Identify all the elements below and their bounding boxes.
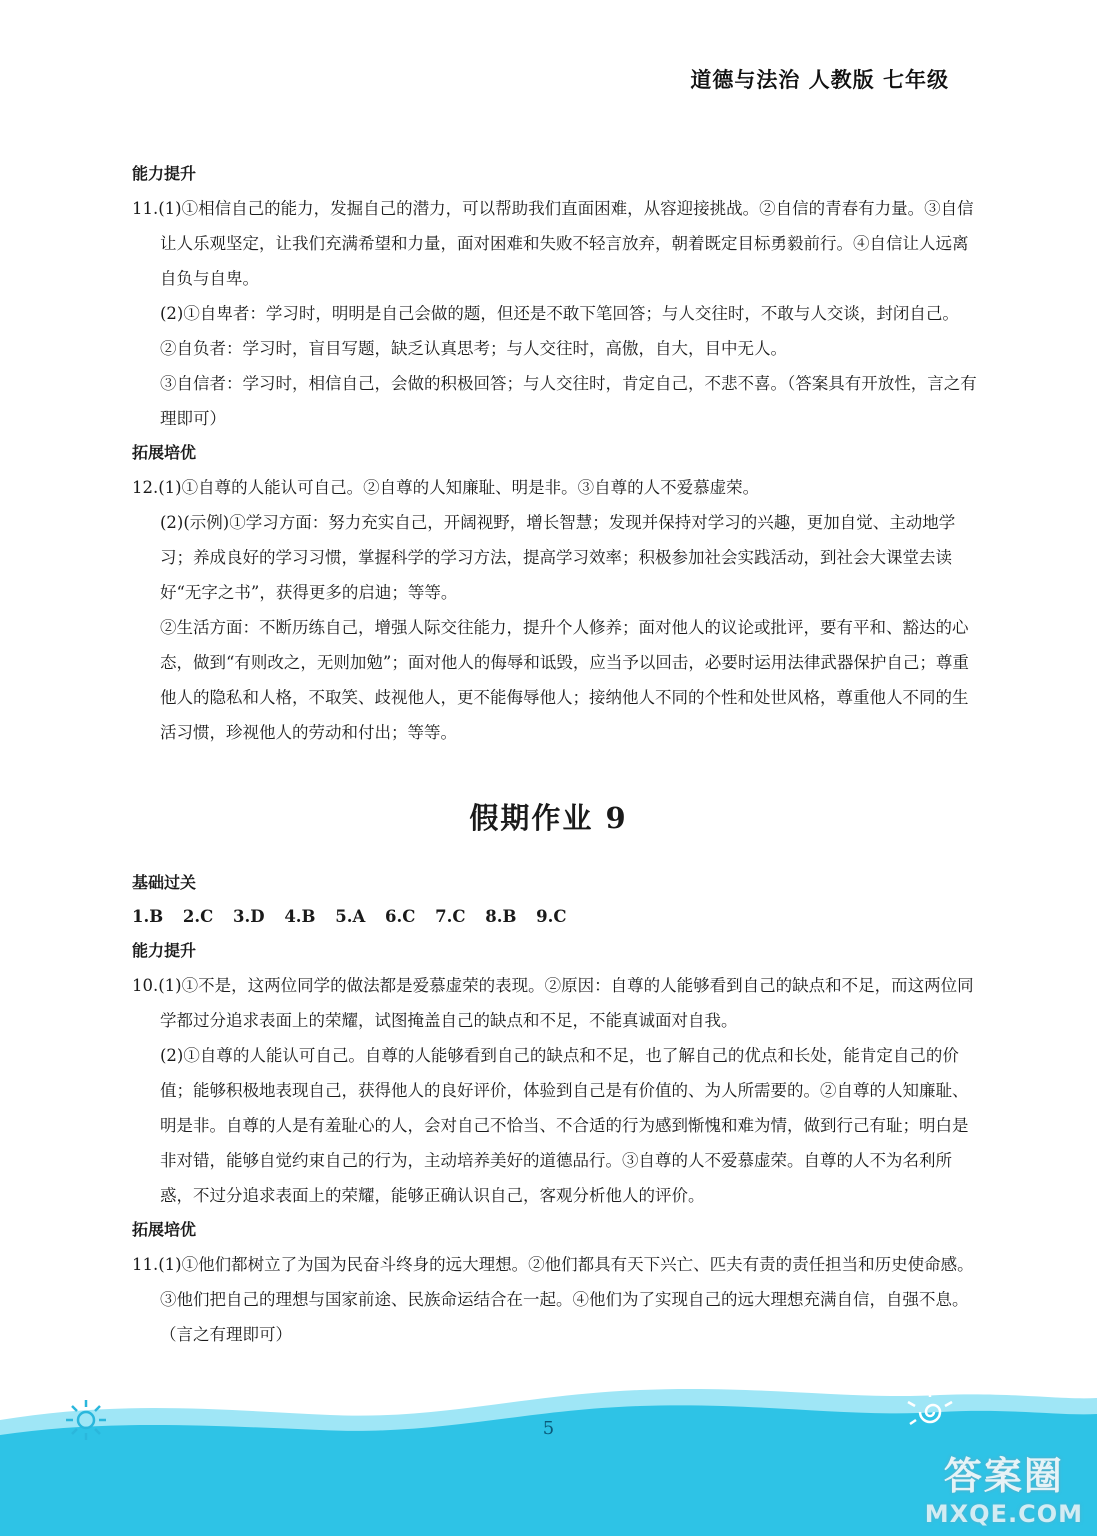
watermark: [925, 1445, 1083, 1528]
q11-paragraph-2: (2)①自卑者：学习时，明明是自己会做的题，但还是不敢下笔回答；与人交往时，不敢与人交谈，封闭自己。: [160, 304, 959, 323]
mc-answer: 2.C: [182, 907, 214, 926]
mc-answer: 7.C: [435, 907, 466, 926]
section-heading-ability: 能力提升: [132, 941, 197, 960]
q11-paragraph-1: 11.(1)①相信自己的能力，发掘自己的潜力，可以帮助我们直面困难，从容迎接挑战。②自信的青春有力量。③自信让人乐观坚定，让我们充满希望和力量，面对困难和失败不轻言放弃，朝着既定目标勇毅前行。④自信让人远离自负与自卑。: [132, 199, 974, 288]
section-heading-ability: 能力提升: [132, 164, 197, 183]
q12-paragraph-2: (2)(示例)①学习方面：努力充实自己，开阔视野，增长智慧；发现并保持对学习的兴趣，更加自觉、主动地学习；养成良好的学习习惯，掌握科学的学习方法，提高学习效率；积极参加社会实践活动，到社会大课堂去读好“无字之书”，获得更多的启迪；等等。: [160, 513, 956, 602]
q12-paragraph-1: 12.(1)①自尊的人能认可自己。②自尊的人知廉耻、明是非。③自尊的人不爱慕虚荣。: [132, 478, 760, 497]
answer-block-homework: [132, 866, 982, 1352]
section-heading-extend: 拓展培优: [132, 1220, 197, 1239]
q12-paragraph-3: ②生活方面：不断历练自己，增强人际交往能力，提升个人修养；面对他人的议论或批评，要有平和、豁达的心态，做到“有则改之，无则加勉”；面对他人的侮辱和诋毁，应当予以回击，必要时运用法律武器保护自己；尊重他人的隐私和人格，不取笑、歧视他人，更不能侮辱他人；接纳他人不同的个性和处世风格，尊重他人不同的生活习惯，珍视他人的劳动和付出；等等。: [160, 618, 969, 742]
homework-title: 假期作业 9: [469, 801, 628, 835]
page-number: 5: [542, 1418, 555, 1439]
q11-paragraph-3: ②自负者：学习时，盲目写题，缺乏认真思考；与人交往时，高傲，自大，目中无人。: [160, 339, 787, 358]
watermark-url: MXQE.COM: [924, 1500, 1083, 1528]
mc-answer: 1.B: [132, 907, 164, 926]
watermark-cn: 答案圈: [943, 1454, 1064, 1498]
multiple-choice-answers: [132, 900, 982, 934]
page-header-title: 道德与法治 人教版 七年级: [690, 68, 949, 92]
q11-hw-paragraph-1: 11.(1)①他们都树立了为国为民奋斗终身的远大理想。②他们都具有天下兴亡、匹夫有责的责任担当和历史使命感。③他们把自己的理想与国家前途、民族命运结合在一起。④他们为了实现自己的远大理想充满自信，自强不息。（言之有理即可）: [132, 1255, 974, 1344]
answer-block-top: [132, 157, 982, 750]
mc-answer: 8.B: [485, 907, 517, 926]
q11-paragraph-4: ③自信者：学习时，相信自己，会做的积极回答；与人交往时，肯定自己，不悲不喜。（答案具有开放性，言之有理即可）: [160, 374, 977, 428]
mc-answer: 6.C: [385, 907, 416, 926]
mc-answer: 9.C: [536, 907, 567, 926]
section-heading-basic: 基础过关: [132, 873, 197, 892]
mc-answer: 5.A: [335, 907, 366, 926]
q10-paragraph-1: 10.(1)①不是，这两位同学的做法都是爱慕虚荣的表现。②原因：自尊的人能够看到自己的缺点和不足，而这两位同学都过分追求表面上的荣耀，试图掩盖自己的缺点和不足，不能真诚面对自我。: [132, 976, 974, 1030]
mc-answer: 3.D: [233, 907, 265, 926]
q10-paragraph-2: (2)①自尊的人能认可自己。自尊的人能够看到自己的缺点和不足，也了解自己的优点和长处，能肯定自己的价值；能够积极地表现自己，获得他人的良好评价，体验到自己是有价值的、为人所需要的。②自尊的人知廉耻、明是非。自尊的人是有羞耻心的人，会对自己不恰当、不合适的行为感到惭愧和难为情，做到行己有耻；明白是非对错，能够自觉约束自己的行为，主动培养美好的道德品行。③自尊的人不爱慕虚荣。自尊的人不为名利所惑，不过分追求表面上的荣耀，能够正确认识自己，客观分析他人的评价。: [160, 1046, 969, 1205]
mc-answer: 4.B: [284, 907, 316, 926]
section-heading-extend: 拓展培优: [132, 443, 197, 462]
